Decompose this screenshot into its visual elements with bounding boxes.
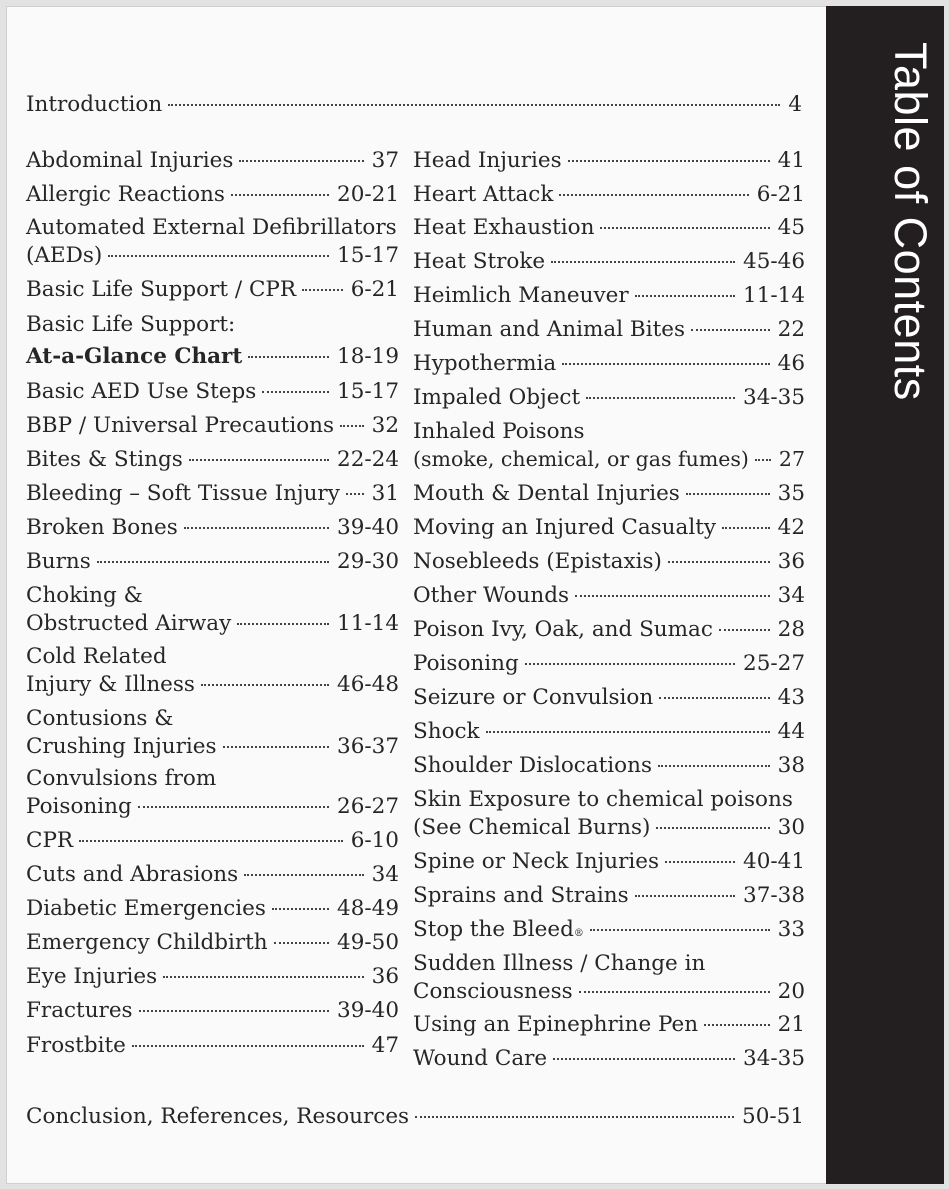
leader-dots xyxy=(635,295,735,297)
entry-label: Consciousness xyxy=(413,979,573,1004)
toc-entry xyxy=(413,214,805,241)
leader-dots xyxy=(184,527,329,529)
entry-page: 46-48 xyxy=(337,672,399,697)
entry-page: 28 xyxy=(777,617,805,642)
leader-dots xyxy=(237,623,329,625)
toc-entry xyxy=(26,412,399,439)
entry-label: At-a-Glance Chart xyxy=(26,344,243,369)
leader-dots xyxy=(79,840,343,842)
leader-dots xyxy=(97,561,329,563)
entry-label: Heat Exhaustion xyxy=(413,215,595,240)
entry-page: 4 xyxy=(788,92,802,117)
entry-page: 11-14 xyxy=(337,611,399,636)
entry-page: 6-21 xyxy=(350,277,399,302)
entry-label: Emergency Childbirth xyxy=(26,930,268,955)
entry-page: 18-19 xyxy=(337,344,399,369)
entry-label: Convulsions from xyxy=(26,766,217,791)
toc-entry xyxy=(26,276,399,303)
leader-dots xyxy=(223,746,329,748)
entry-label: Heat Stroke xyxy=(413,249,546,274)
entry-label: (AEDs) xyxy=(26,243,103,268)
toc-entry xyxy=(26,671,399,698)
leader-dots xyxy=(755,459,771,461)
entry-page: 39-40 xyxy=(337,998,399,1023)
entry-label: (See Chemical Burns) xyxy=(413,815,651,840)
entry-label: Cuts and Abrasions xyxy=(26,862,239,887)
entry-page: 15-17 xyxy=(337,243,399,268)
toc-entry xyxy=(26,997,399,1024)
toc-entry xyxy=(413,814,805,841)
entry-label: (smoke, chemical, or gas fumes) xyxy=(413,447,749,471)
leader-dots xyxy=(551,261,735,263)
toc-entry-introduction xyxy=(26,91,802,118)
entry-label: Eye Injuries xyxy=(26,964,158,989)
entry-page: 6-10 xyxy=(350,828,399,853)
leader-dots xyxy=(704,1024,770,1026)
entry-page: 36-37 xyxy=(337,734,399,759)
entry-label: Conclusion, References, Resources xyxy=(26,1104,410,1129)
leader-dots xyxy=(244,874,363,876)
toc-entry xyxy=(413,514,805,541)
entry-label: Spine or Neck Injuries xyxy=(413,849,660,874)
toc-entry xyxy=(26,963,399,990)
entry-label: Seizure or Convulsion xyxy=(413,685,654,710)
toc-entry xyxy=(413,282,805,309)
toc-entry xyxy=(413,316,805,343)
leader-dots xyxy=(139,1010,329,1012)
leader-dots xyxy=(579,991,770,993)
entry-label: Human and Animal Bites xyxy=(413,317,685,342)
entry-label: Cold Related xyxy=(26,644,167,669)
toc-entry xyxy=(26,861,399,888)
entry-page: 41 xyxy=(777,148,805,173)
toc-entry xyxy=(413,350,805,377)
entry-page: 27 xyxy=(778,447,805,471)
registered-mark: ® xyxy=(573,928,584,939)
entry-label: Obstructed Airway xyxy=(26,611,232,636)
leader-dots xyxy=(568,160,770,162)
toc-entry xyxy=(413,916,805,947)
entry-label: Hypothermia xyxy=(413,351,557,376)
entry-label: Poison Ivy, Oak, and Sumac xyxy=(413,617,713,642)
toc-entry xyxy=(26,765,399,792)
entry-page: 43 xyxy=(777,685,805,710)
toc-entry xyxy=(413,147,805,174)
toc-entry xyxy=(413,718,805,745)
entry-label: Contusions & xyxy=(26,706,174,731)
toc-entry xyxy=(413,848,805,875)
leader-dots xyxy=(248,356,329,358)
entry-page: 31 xyxy=(371,481,399,506)
entry-page: 29-30 xyxy=(337,549,399,574)
entry-label: Nosebleeds (Epistaxis) xyxy=(413,549,662,574)
entry-page: 34-35 xyxy=(743,1046,805,1071)
toc-entry xyxy=(26,181,399,208)
leader-dots xyxy=(525,663,735,665)
toc-entry xyxy=(26,214,399,241)
entry-label: Poisoning xyxy=(413,651,519,676)
entry-label: Head Injuries xyxy=(413,148,562,173)
toc-entry xyxy=(26,610,399,637)
toc-entry xyxy=(26,793,399,820)
leader-dots xyxy=(168,104,780,106)
entry-label: Burns xyxy=(26,549,91,574)
entry-page: 32 xyxy=(371,413,399,438)
leader-dots xyxy=(722,527,770,529)
toc-entry xyxy=(26,514,399,541)
leader-dots xyxy=(656,827,769,829)
entry-page: 22-24 xyxy=(337,447,399,472)
toc-entry-conclusion xyxy=(26,1103,804,1130)
toc-entry xyxy=(413,752,805,779)
toc-entry xyxy=(413,786,805,813)
leader-dots xyxy=(231,194,329,196)
entry-label: Basic Life Support / CPR xyxy=(26,277,297,302)
entry-label: Basic AED Use Steps xyxy=(26,379,257,404)
leader-dots xyxy=(272,908,329,910)
entry-label: Wound Care xyxy=(413,1046,548,1071)
toc-entry xyxy=(26,147,399,174)
toc-entry xyxy=(413,1011,805,1038)
toc-entry xyxy=(26,827,399,854)
entry-page: 36 xyxy=(371,964,399,989)
leader-dots xyxy=(201,684,329,686)
leader-dots xyxy=(346,493,364,495)
entry-label: Sprains and Strains xyxy=(413,883,629,908)
entry-page: 42 xyxy=(777,515,805,540)
entry-page: 15-17 xyxy=(337,379,399,404)
entry-label: Poisoning xyxy=(26,794,132,819)
entry-page: 49-50 xyxy=(337,930,399,955)
entry-page: 25-27 xyxy=(743,651,805,676)
toc-entry xyxy=(26,733,399,760)
entry-page: 40-41 xyxy=(743,849,805,874)
leader-dots xyxy=(658,765,770,767)
toc-entry xyxy=(26,895,399,922)
leader-dots xyxy=(415,1116,734,1118)
entry-label: Mouth & Dental Injuries xyxy=(413,481,680,506)
toc-entry xyxy=(26,311,399,338)
leader-dots xyxy=(302,289,343,291)
entry-label: Using an Epinephrine Pen xyxy=(413,1012,699,1037)
toc-entry xyxy=(26,446,399,473)
toc-entry xyxy=(413,978,805,1005)
entry-label: Introduction xyxy=(26,92,163,117)
leader-dots xyxy=(239,160,363,162)
entry-label: CPR xyxy=(26,828,74,853)
entry-page: 38 xyxy=(777,753,805,778)
toc-entry xyxy=(413,1045,805,1072)
leader-dots xyxy=(590,929,770,931)
toc-entry xyxy=(413,950,805,977)
entry-label: Diabetic Emergencies xyxy=(26,896,266,921)
entry-label: Impaled Object xyxy=(413,385,581,410)
entry-page: 48-49 xyxy=(337,896,399,921)
leader-dots xyxy=(659,697,769,699)
entry-page: 34 xyxy=(777,583,805,608)
leader-dots xyxy=(686,493,770,495)
toc-entry xyxy=(413,248,805,275)
leader-dots xyxy=(719,629,770,631)
entry-label: Shock xyxy=(413,719,480,744)
entry-label: Sudden Illness / Change in xyxy=(413,951,706,976)
leader-dots xyxy=(262,391,329,393)
toc-entry xyxy=(413,616,805,643)
toc-entry xyxy=(413,384,805,411)
leader-dots xyxy=(189,459,329,461)
leader-dots xyxy=(562,363,769,365)
entry-page: 30 xyxy=(777,815,805,840)
leader-dots xyxy=(163,976,363,978)
toc-title: Table of Contents xyxy=(885,42,936,401)
toc-entry xyxy=(26,242,399,269)
entry-page: 33 xyxy=(777,917,805,942)
leader-dots xyxy=(274,942,329,944)
leader-dots xyxy=(665,861,735,863)
toc-entry xyxy=(26,480,399,507)
entry-label: Injury & Illness xyxy=(26,672,195,697)
entry-page: 6-21 xyxy=(756,182,805,207)
toc-entry xyxy=(413,684,805,711)
entry-label: Shoulder Dislocations xyxy=(413,753,653,778)
leader-dots xyxy=(138,806,329,808)
entry-page: 35 xyxy=(777,481,805,506)
entry-label: Other Wounds xyxy=(413,583,570,608)
toc-entry xyxy=(413,548,805,575)
toc-entry xyxy=(413,181,805,208)
leader-dots xyxy=(635,895,735,897)
leader-dots xyxy=(586,397,735,399)
leader-dots xyxy=(691,329,770,331)
leader-dots xyxy=(108,255,329,257)
leader-dots xyxy=(553,1058,735,1060)
toc-entry xyxy=(26,1032,399,1059)
entry-page: 22 xyxy=(777,317,805,342)
entry-label: Bites & Stings xyxy=(26,447,183,472)
entry-page: 36 xyxy=(777,549,805,574)
entry-label: Automated External Defibrillators xyxy=(26,215,397,240)
entry-page: 45-46 xyxy=(743,249,805,274)
toc-entry xyxy=(26,929,399,956)
entry-label: Allergic Reactions xyxy=(26,182,225,207)
entry-label: Heimlich Maneuver xyxy=(413,283,629,308)
leader-dots xyxy=(668,561,770,563)
entry-page: 44 xyxy=(777,719,805,744)
toc-entry xyxy=(413,418,805,445)
entry-page: 45 xyxy=(777,215,805,240)
entry-page: 39-40 xyxy=(337,515,399,540)
toc-entry xyxy=(26,343,399,370)
entry-page: 34 xyxy=(371,862,399,887)
entry-label: Fractures xyxy=(26,998,133,1023)
entry-label: Choking & xyxy=(26,583,143,608)
entry-label: Stop the Bleed xyxy=(413,917,574,942)
toc-entry xyxy=(413,480,805,507)
toc-entry xyxy=(413,882,805,909)
entry-label: Abdominal Injuries xyxy=(26,148,234,173)
entry-page: 34-35 xyxy=(743,385,805,410)
toc-entry xyxy=(26,548,399,575)
entry-page: 26-27 xyxy=(337,794,399,819)
entry-page: 11-14 xyxy=(743,283,805,308)
entry-label: Bleeding – Soft Tissue Injury xyxy=(26,481,340,506)
entry-label: Inhaled Poisons xyxy=(413,419,585,444)
leader-dots xyxy=(559,194,748,196)
entry-page: 50-51 xyxy=(742,1104,804,1129)
entry-label: Basic Life Support: xyxy=(26,312,236,337)
toc-entry xyxy=(26,582,399,609)
toc-entry xyxy=(413,650,805,677)
entry-page: 37 xyxy=(371,148,399,173)
entry-page: 46 xyxy=(777,351,805,376)
entry-page: 47 xyxy=(371,1033,399,1058)
entry-label: Frostbite xyxy=(26,1033,126,1058)
toc-entry xyxy=(413,446,805,473)
entry-page: 21 xyxy=(777,1012,805,1037)
toc-entry xyxy=(26,705,399,732)
leader-dots xyxy=(340,425,364,427)
entry-page: 20-21 xyxy=(337,182,399,207)
toc-entry xyxy=(26,378,399,405)
entry-label: BBP / Universal Precautions xyxy=(26,413,335,438)
toc-entry xyxy=(26,643,399,670)
entry-page: 37-38 xyxy=(743,883,805,908)
entry-label: Broken Bones xyxy=(26,515,178,540)
toc-entry xyxy=(413,582,805,609)
leader-dots xyxy=(575,595,770,597)
leader-dots xyxy=(600,227,769,229)
entry-label: Skin Exposure to chemical poisons xyxy=(413,787,793,812)
entry-label: Heart Attack xyxy=(413,182,554,207)
entry-page: 20 xyxy=(777,979,805,1004)
entry-label: Crushing Injuries xyxy=(26,734,217,759)
leader-dots xyxy=(486,731,770,733)
leader-dots xyxy=(132,1045,364,1047)
entry-label: Moving an Injured Casualty xyxy=(413,515,717,540)
